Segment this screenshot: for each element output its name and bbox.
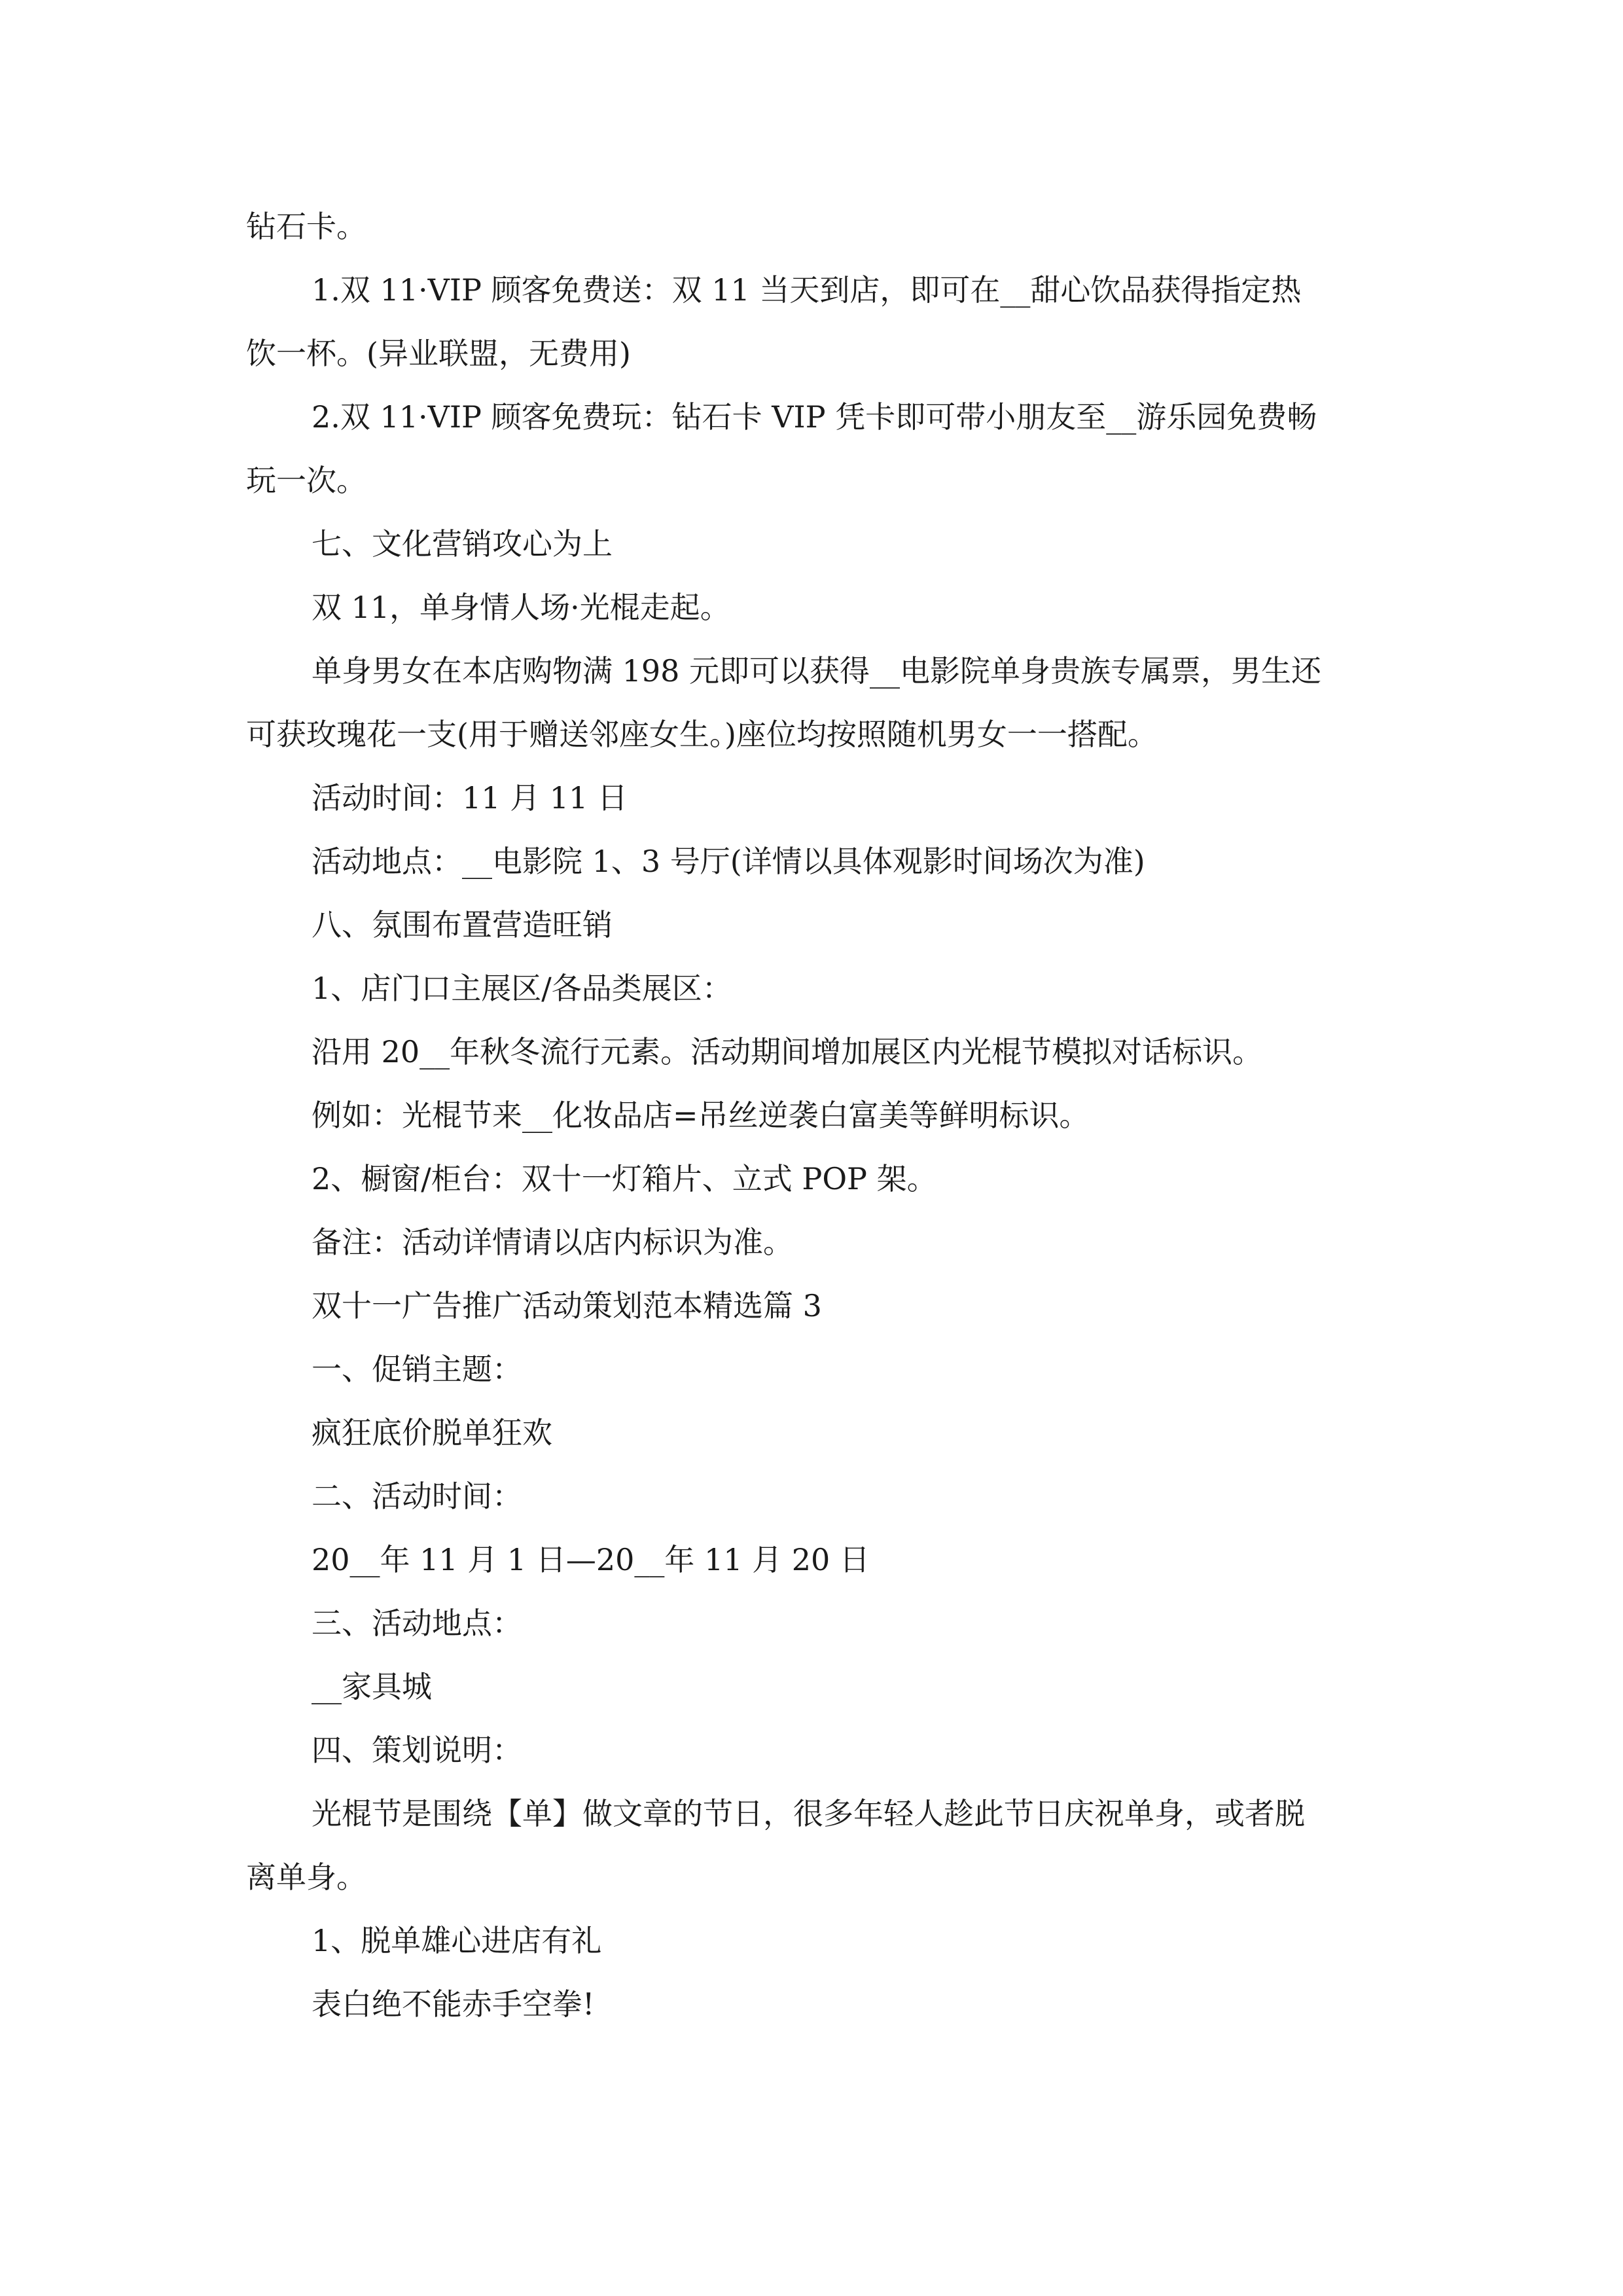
document-body bbox=[246, 195, 1378, 2036]
paragraph-event-time: 活动时间：11 月 11 日 bbox=[312, 780, 628, 816]
paragraph-note: 备注：活动详情请以店内标识为准。 bbox=[312, 1225, 793, 1260]
paragraph-activity-location: __家具城 bbox=[312, 1669, 432, 1704]
heading-plan-description: 四、策划说明： bbox=[312, 1732, 522, 1768]
paragraph-singles-offer-line2: 可获玫瑰花一支(用于赠送邻座女生。)座位均按照随机男女一一搭配。 bbox=[246, 717, 1158, 752]
paragraph-vip-free-play-line1: 2.双 11·VIP 顾客免费玩：钻石卡 VIP 凭卡即可带小朋友至__游乐园免费畅 bbox=[312, 399, 1317, 435]
heading-culture-marketing: 七、文化营销攻心为上 bbox=[312, 526, 613, 562]
paragraph-main-display-area: 1、店门口主展区/各品类展区： bbox=[312, 971, 732, 1006]
heading-atmosphere: 八、氛围布置营造旺销 bbox=[312, 907, 613, 942]
paragraph-seasonal-elements: 沿用 20__年秋冬流行元素。活动期间增加展区内光棍节模拟对话标识。 bbox=[312, 1034, 1263, 1069]
paragraph-plan-description-line2: 离单身。 bbox=[246, 1859, 366, 1895]
paragraph-singles-night: 双 11，单身情人场·光棍走起。 bbox=[312, 590, 730, 625]
paragraph-window-counter: 2、橱窗/柜台：双十一灯箱片、立式 POP 架。 bbox=[312, 1161, 937, 1196]
paragraph-singles-offer-line1: 单身男女在本店购物满 198 元即可以获得__电影院单身贵族专属票，男生还 bbox=[312, 653, 1322, 689]
paragraph-vip-free-play-line2: 玩一次。 bbox=[246, 463, 366, 498]
heading-activity-location: 三、活动地点： bbox=[312, 1605, 522, 1641]
paragraph-event-location: 活动地点：__电影院 1、3 号厅(详情以具体观影时间场次为准) bbox=[312, 844, 1145, 879]
heading-article-3: 双十一广告推广活动策划范本精选篇 3 bbox=[312, 1288, 822, 1323]
heading-promo-theme: 一、促销主题： bbox=[312, 1352, 522, 1387]
paragraph-confession: 表白绝不能赤手空拳! bbox=[312, 1986, 595, 2022]
paragraph-plan-description-line1: 光棍节是围绕【单】做文章的节日，很多年轻人趁此节日庆祝单身，或者脱 bbox=[312, 1796, 1305, 1831]
paragraph-diamond-card-end: 钻石卡。 bbox=[246, 209, 366, 244]
paragraph-activity-time: 20__年 11 月 1 日—20__年 11 月 20 日 bbox=[312, 1542, 870, 1577]
heading-activity-time: 二、活动时间： bbox=[312, 1479, 522, 1514]
paragraph-vip-free-gift-line2: 饮一杯。(异业联盟，无费用) bbox=[246, 336, 631, 371]
paragraph-example: 例如：光棍节来__化妆品店=吊丝逆袭白富美等鲜明标识。 bbox=[312, 1098, 1090, 1133]
paragraph-vip-free-gift-line1: 1.双 11·VIP 顾客免费送：双 11 当天到店，即可在__甜心饮品获得指定热 bbox=[312, 272, 1302, 308]
paragraph-store-gift: 1、脱单雄心进店有礼 bbox=[312, 1923, 602, 1958]
paragraph-promo-theme: 疯狂底价脱单狂欢 bbox=[312, 1415, 552, 1450]
